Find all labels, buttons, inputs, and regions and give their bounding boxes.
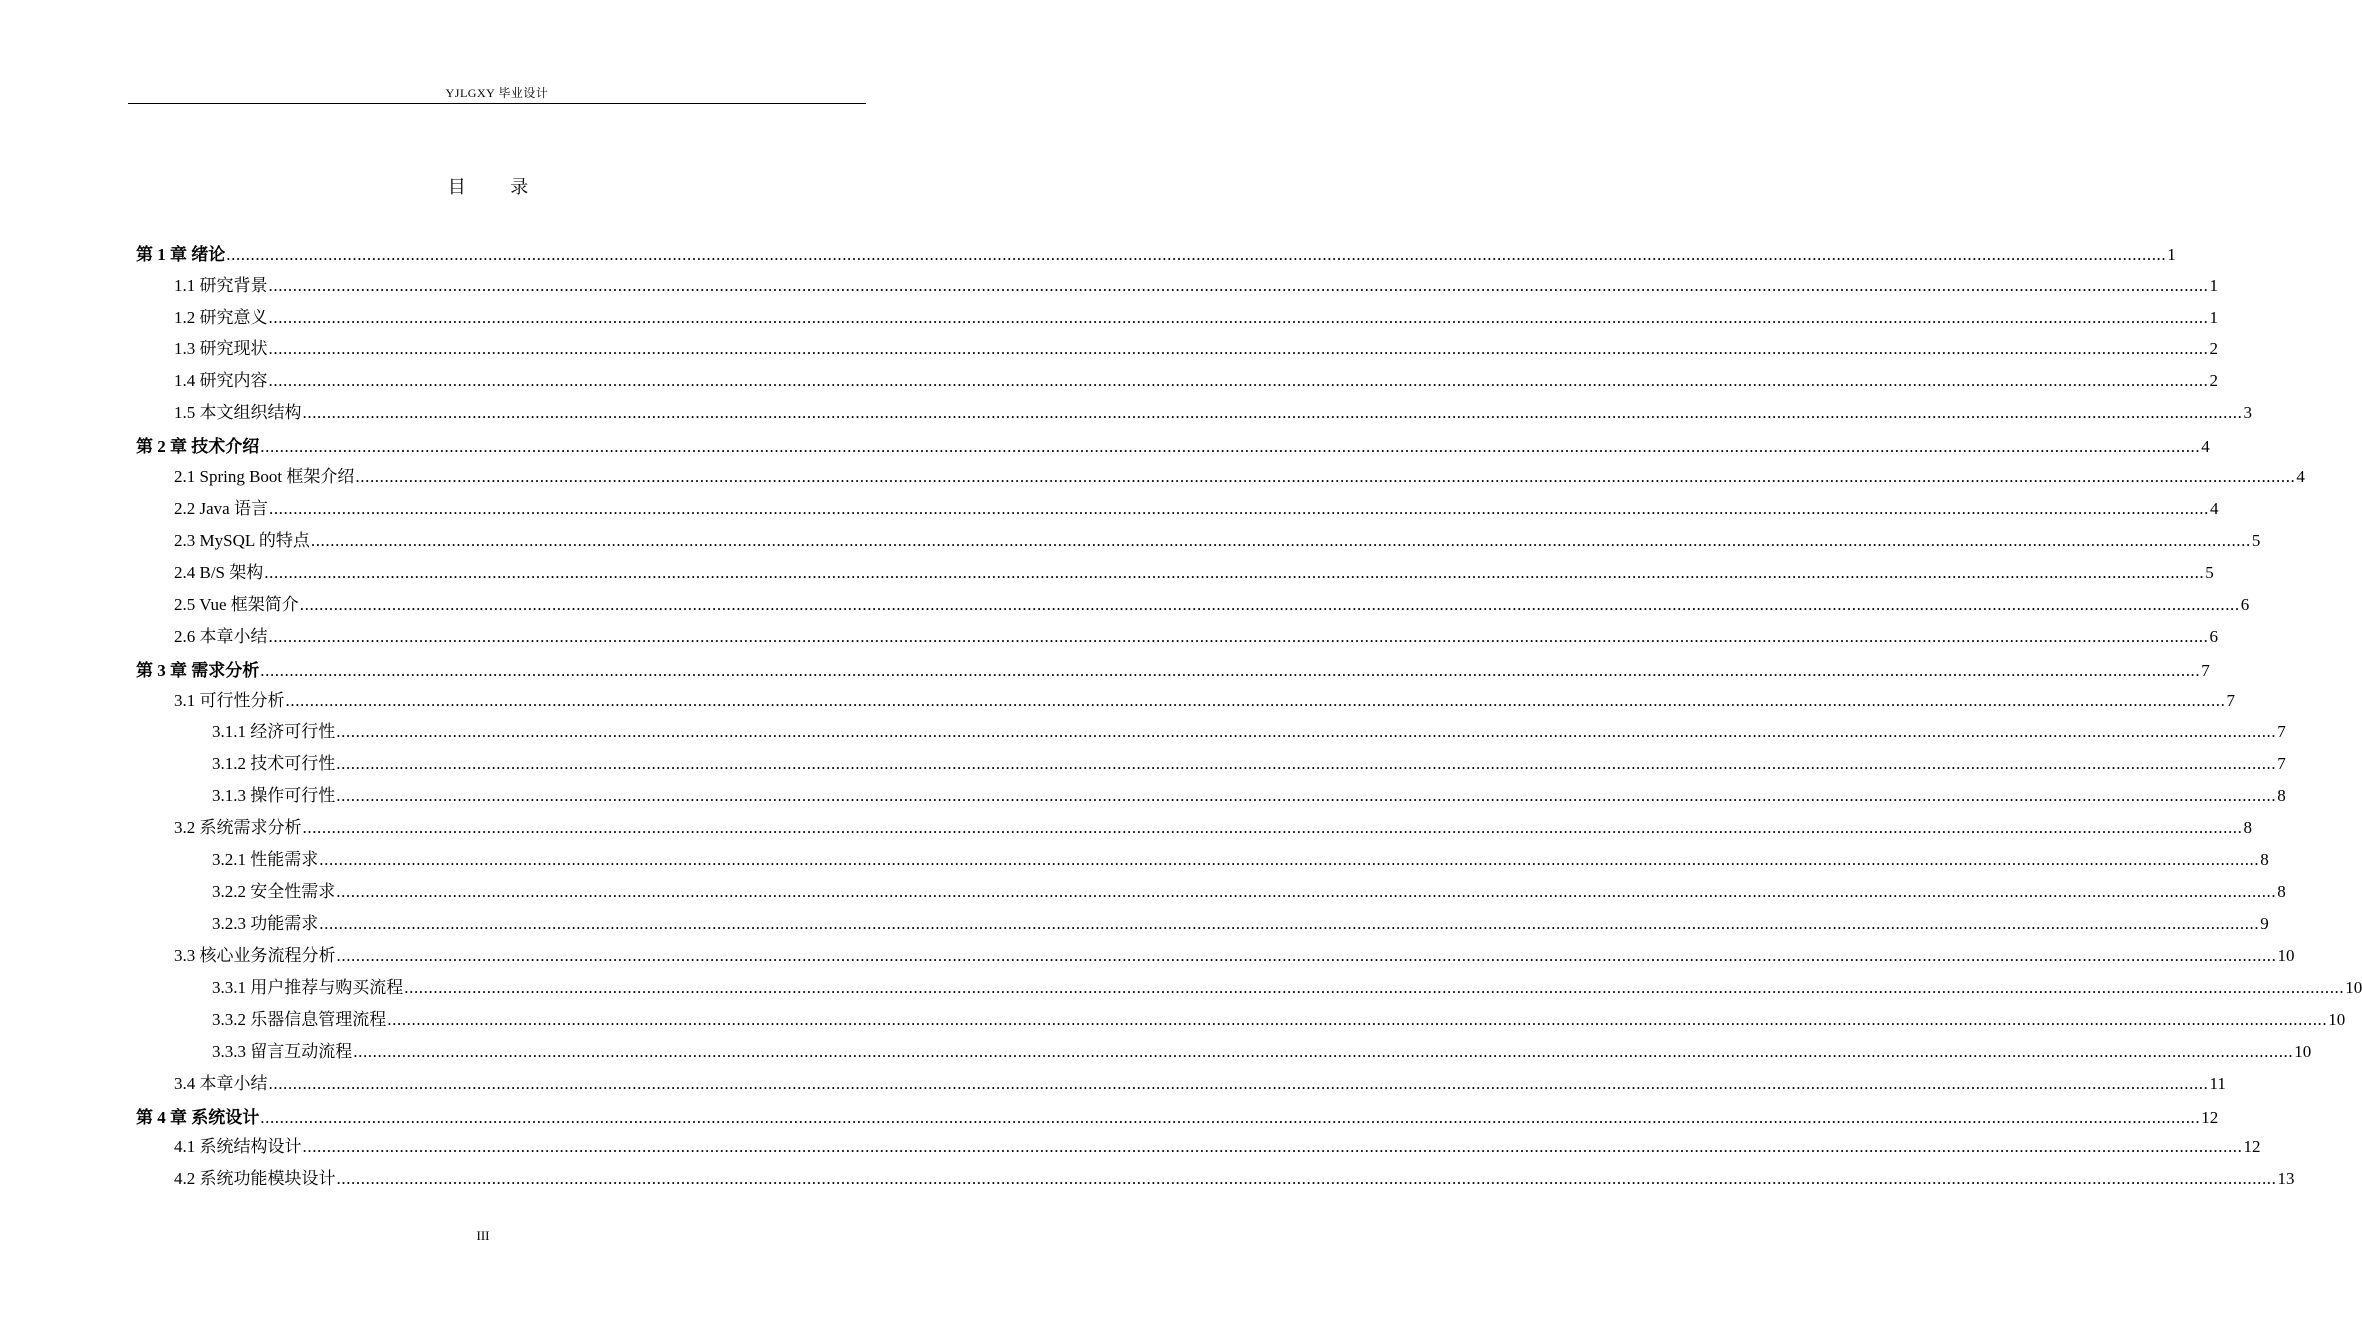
toc-entry-label: 1.3 研究现状 xyxy=(174,339,268,358)
toc-entry-label: 2.4 B/S 架构 xyxy=(174,563,264,582)
toc-entry[interactable] xyxy=(174,400,2252,424)
toc-entry-page: 4 xyxy=(2201,437,2210,456)
toc-dot-leader: ................................................................................................................................................................................................................................................................................................................................................................................................................ xyxy=(268,276,2209,295)
toc-entry[interactable] xyxy=(174,368,2218,392)
toc-dot-leader: ................................................................................................................................................................................................................................................................................................................................................................................................................ xyxy=(268,1074,2209,1093)
toc-entry-label: 3.1.2 技术可行性 xyxy=(212,754,336,773)
toc-entry-page: 10 xyxy=(2328,1010,2346,1029)
toc-entry-page: 5 xyxy=(2251,531,2261,550)
toc-entry-page: 6 xyxy=(2209,627,2218,646)
toc-dot-leader: ................................................................................................................................................................................................................................................................................................................................................................................................................ xyxy=(355,467,2296,486)
toc-entry-page: 11 xyxy=(2209,1074,2226,1093)
toc-entry-label: 第 1 章 绪论 xyxy=(136,245,226,264)
toc-entry-label: 1.1 研究背景 xyxy=(174,276,268,295)
toc-dot-leader: ................................................................................................................................................................................................................................................................................................................................................................................................................ xyxy=(285,691,2226,710)
toc-entry-page: 12 xyxy=(2243,1137,2261,1156)
toc-entry[interactable] xyxy=(174,305,2218,329)
toc-entry-label: 3.3.3 留言互动流程 xyxy=(212,1042,353,1061)
toc-entry-label: 3.4 本章小结 xyxy=(174,1074,268,1093)
toc-entry-page: 4 xyxy=(2296,467,2305,486)
toc-entry-page: 1 xyxy=(2209,276,2218,295)
toc-dot-leader: ................................................................................................................................................................................................................................................................................................................................................................................................................ xyxy=(268,308,2209,327)
toc-dot-leader: ................................................................................................................................................................................................................................................................................................................................................................................................................ xyxy=(336,722,2277,741)
toc-entry-page: 3 xyxy=(2243,403,2252,422)
toc-dot-leader: ................................................................................................................................................................................................................................................................................................................................................................................................................ xyxy=(299,595,2240,614)
toc-entry-page: 1 xyxy=(2209,308,2218,327)
toc-entry-label: 第 2 章 技术介绍 xyxy=(136,437,260,456)
toc-entry[interactable] xyxy=(212,719,2286,743)
page-number: III xyxy=(476,1228,490,1243)
toc-entry[interactable] xyxy=(174,1166,2295,1190)
toc-entry-page: 8 xyxy=(2277,882,2286,901)
toc-dot-leader: ................................................................................................................................................................................................................................................................................................................................................................................................................ xyxy=(302,403,2243,422)
toc-entry[interactable] xyxy=(174,943,2295,967)
toc-dot-leader: ................................................................................................................................................................................................................................................................................................................................................................................................................ xyxy=(310,531,2251,550)
toc-entry-label: 3.2.3 功能需求 xyxy=(212,914,319,933)
toc-entry[interactable] xyxy=(136,242,2176,266)
toc-dot-leader: ................................................................................................................................................................................................................................................................................................................................................................................................................ xyxy=(302,1137,2243,1156)
toc-entry[interactable] xyxy=(174,688,2235,712)
toc-dot-leader: ................................................................................................................................................................................................................................................................................................................................................................................................................ xyxy=(268,371,2209,390)
toc-entry[interactable] xyxy=(174,624,2218,648)
toc-entry[interactable] xyxy=(212,751,2286,775)
toc-dot-leader: ................................................................................................................................................................................................................................................................................................................................................................................................................ xyxy=(336,1169,2277,1188)
toc-entry-page: 7 xyxy=(2226,691,2235,710)
toc-entry[interactable] xyxy=(174,528,2261,552)
toc-dot-leader: ................................................................................................................................................................................................................................................................................................................................................................................................................ xyxy=(260,661,2201,680)
toc-title: 目 录 xyxy=(447,177,549,197)
toc-dot-leader: ................................................................................................................................................................................................................................................................................................................................................................................................................ xyxy=(226,245,2167,264)
toc-entry-label: 第 3 章 需求分析 xyxy=(136,661,260,680)
toc-entry-label: 3.2.2 安全性需求 xyxy=(212,882,336,901)
toc-entry-label: 3.1.3 操作可行性 xyxy=(212,786,336,805)
toc-entry-page: 6 xyxy=(2240,595,2250,614)
toc-entry-page: 1 xyxy=(2167,245,2176,264)
toc-entry-page: 7 xyxy=(2277,722,2286,741)
toc-entry[interactable] xyxy=(174,560,2214,584)
toc-dot-leader: ................................................................................................................................................................................................................................................................................................................................................................................................................ xyxy=(268,339,2209,358)
toc-entry[interactable] xyxy=(212,975,2362,999)
toc-dot-leader: ................................................................................................................................................................................................................................................................................................................................................................................................................ xyxy=(387,1010,2328,1029)
toc-entry-label: 3.1 可行性分析 xyxy=(174,691,285,710)
toc-entry-label: 2.6 本章小结 xyxy=(174,627,268,646)
toc-dot-leader: ................................................................................................................................................................................................................................................................................................................................................................................................................ xyxy=(319,850,2260,869)
toc-entry-label: 3.1.1 经济可行性 xyxy=(212,722,336,741)
toc-entry-page: 10 xyxy=(2345,978,2362,997)
toc-entry[interactable] xyxy=(212,847,2269,871)
toc-entry-label: 2.3 MySQL 的特点 xyxy=(174,531,310,550)
toc-entry-label: 3.2.1 性能需求 xyxy=(212,850,319,869)
toc-entry[interactable] xyxy=(174,592,2250,616)
toc-dot-leader: ................................................................................................................................................................................................................................................................................................................................................................................................................ xyxy=(319,914,2260,933)
toc-entry-label: 4.1 系统结构设计 xyxy=(174,1137,302,1156)
toc-entry-label: 2.5 Vue 框架简介 xyxy=(174,595,299,614)
toc-entry[interactable] xyxy=(174,496,2219,520)
toc-entry-page: 8 xyxy=(2243,818,2252,837)
toc-entry-label: 3.3 核心业务流程分析 xyxy=(174,946,336,965)
toc-entry-page: 7 xyxy=(2277,754,2286,773)
toc-entry[interactable] xyxy=(212,1007,2346,1031)
toc-dot-leader: ................................................................................................................................................................................................................................................................................................................................................................................................................ xyxy=(268,627,2209,646)
toc-entry-page: 10 xyxy=(2294,1042,2312,1061)
toc-entry[interactable] xyxy=(174,1134,2261,1158)
toc-entry-label: 3.2 系统需求分析 xyxy=(174,818,302,837)
toc-entry-page: 2 xyxy=(2209,371,2218,390)
toc-entry-label: 4.2 系统功能模块设计 xyxy=(174,1169,336,1188)
toc-entry[interactable] xyxy=(212,783,2286,807)
toc-dot-leader: ................................................................................................................................................................................................................................................................................................................................................................................................................ xyxy=(336,786,2277,805)
toc-dot-leader: ................................................................................................................................................................................................................................................................................................................................................................................................................ xyxy=(336,754,2277,773)
toc-entry[interactable] xyxy=(174,464,2305,488)
toc-entry-label: 2.2 Java 语言 xyxy=(174,499,268,518)
toc-entry-page: 5 xyxy=(2205,563,2214,582)
toc-entry[interactable] xyxy=(136,1105,2219,1129)
toc-entry[interactable] xyxy=(212,1039,2312,1063)
toc-entry-label: 3.3.1 用户推荐与购买流程 xyxy=(212,978,404,997)
toc-entry-page: 2 xyxy=(2209,339,2218,358)
toc-entry[interactable] xyxy=(174,1071,2226,1095)
toc-entry-label: 2.1 Spring Boot 框架介绍 xyxy=(174,467,355,486)
page-header: YJLGXY 毕业设计 xyxy=(128,86,866,104)
toc-dot-leader: ................................................................................................................................................................................................................................................................................................................................................................................................................ xyxy=(353,1042,2294,1061)
toc-dot-leader: ................................................................................................................................................................................................................................................................................................................................................................................................................ xyxy=(264,563,2205,582)
toc-dot-leader: ................................................................................................................................................................................................................................................................................................................................................................................................................ xyxy=(404,978,2345,997)
toc-entry-page: 8 xyxy=(2277,786,2286,805)
toc-entry-page: 10 xyxy=(2277,946,2295,965)
toc-dot-leader: ................................................................................................................................................................................................................................................................................................................................................................................................................ xyxy=(268,499,2209,518)
toc-entry-page: 13 xyxy=(2277,1169,2295,1188)
toc-entry[interactable] xyxy=(212,879,2286,903)
toc-entry-label: 1.2 研究意义 xyxy=(174,308,268,327)
toc-entry-page: 7 xyxy=(2201,661,2210,680)
toc-entry[interactable] xyxy=(212,911,2269,935)
toc-entry-label: 3.3.2 乐器信息管理流程 xyxy=(212,1010,387,1029)
toc-entry-label: 1.5 本文组织结构 xyxy=(174,403,302,422)
toc-dot-leader: ................................................................................................................................................................................................................................................................................................................................................................................................................ xyxy=(260,437,2201,456)
toc-dot-leader: ................................................................................................................................................................................................................................................................................................................................................................................................................ xyxy=(336,882,2277,901)
toc-dot-leader: ................................................................................................................................................................................................................................................................................................................................................................................................................ xyxy=(302,818,2243,837)
toc-entry-label: 1.4 研究内容 xyxy=(174,371,268,390)
toc-entry[interactable] xyxy=(174,336,2218,360)
toc-entry-page: 4 xyxy=(2209,499,2219,518)
toc-entry[interactable] xyxy=(136,434,2210,458)
toc-entry-page: 12 xyxy=(2201,1108,2219,1127)
toc-entry-page: 8 xyxy=(2260,850,2269,869)
toc-entry-page: 9 xyxy=(2260,914,2269,933)
toc-entry-label: 第 4 章 系统设计 xyxy=(136,1108,260,1127)
toc-dot-leader: ................................................................................................................................................................................................................................................................................................................................................................................................................ xyxy=(336,946,2277,965)
toc-entry[interactable] xyxy=(174,273,2218,297)
toc-entry[interactable] xyxy=(136,658,2210,682)
toc-entry[interactable] xyxy=(174,815,2252,839)
toc-dot-leader: ................................................................................................................................................................................................................................................................................................................................................................................................................ xyxy=(260,1108,2201,1127)
